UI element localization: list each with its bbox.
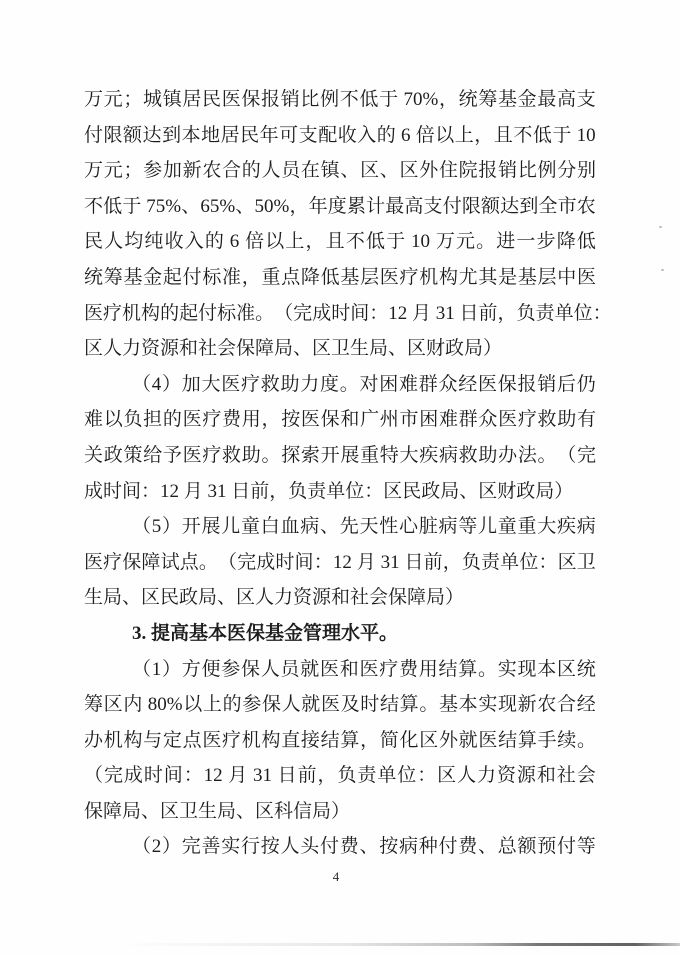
scan-speck (659, 226, 662, 228)
document-line: 关 政 策 给 予 医 疗 救 助 。 探 索 开 展 重 特 大 疾 病 救 助 办 法 。 （ 完 (84, 444, 596, 466)
scan-speck (661, 269, 664, 271)
document-line: （ 5 ） 开 展 儿 童 白 血 病 、 先 天 性 心 脏 病 等 儿 童 重 大 疾 病 (132, 516, 596, 538)
document-line: 统 筹 基 金 起 付 标 准 ， 重 点 降 低 基 层 医 疗 机 构 尤 其 是 基 层 中 医 (84, 266, 596, 288)
document-line: 保障局、区卫生局、区科信局） (84, 800, 351, 822)
page-number: 4 (332, 869, 340, 884)
document-line: 筹 区 内 80% 以 上 的 参 保 人 就 医 及 时 结 算 。 基 本 实 现 新 农 合 经 (84, 694, 596, 716)
document-line: 万 元 ； 参 加 新 农 合 的 人 员 在 镇 、 区 、 区 外 住 院 报 销 比 例 分 别 (84, 160, 596, 182)
document-line: 万 元 ； 城 镇 居 民 医 保 报 销 比 例 不 低 于 70% ， 统 筹 基 金 最 高 支 (84, 89, 596, 110)
document-line: 区人力资源和社会保障局、区卫生局、区财政局） (84, 338, 503, 360)
document-line: 成时间：12 月 31 日前，负责单位：区民政局、区财政局） (84, 480, 574, 502)
section-heading: 3. 提高基本医保基金管理水平。 (132, 622, 399, 644)
document-text (84, 82, 612, 865)
document-line: 医 疗 机 构 的 起 付 标 准 。 （ 完 成 时 间 ： 12 月 31 日 前 ， 负 责 单 位 ： (84, 302, 612, 324)
document-line: 不 低 于 75% 、 65% 、 50% ， 年 度 累 计 最 高 支 付 限 额 达 到 全 市 农 (84, 195, 596, 217)
document-line: （ 4 ） 加 大 医 疗 救 助 力 度 。 对 困 难 群 众 经 医 保 报 销 后 仍 (132, 373, 596, 395)
document-line: 难 以 负 担 的 医 疗 费 用 ， 按 医 保 和 广 州 市 困 难 群 众 医 疗 救 助 有 (84, 409, 596, 431)
document-line: （ 2 ） 完 善 实 行 按 人 头 付 费 、 按 病 种 付 费 、 总 额 预 付 等 (132, 836, 596, 858)
document-line: （ 完 成 时 间 ： 12 月 31 日 前 ， 负 责 单 位 ： 区 人 力 资 源 和 社 会 (84, 765, 596, 787)
document-line: 生局、区民政局、区人力资源和社会保障局） (84, 587, 465, 609)
document-line: 办 机 构 与 定 点 医 疗 机 构 直 接 结 算 ， 简 化 区 外 就 医 结 算 手 续 。 (84, 729, 596, 751)
document-line: 付 限 额 达 到 本 地 居 民 年 可 支 配 收 入 的 6 倍 以 上 ， 且 不 低 于 10 (84, 124, 596, 146)
document-line: 民 人 均 纯 收 入 的 6 倍 以 上 ， 且 不 低 于 10 万 元 。 进 一 步 降 低 (84, 231, 596, 253)
document-line: 医 疗 保 障 试 点 。 （ 完 成 时 间 ： 12 月 31 日 前 ， 负 责 单 位 ： 区 卫 (84, 551, 596, 573)
scan-artifact-line (118, 943, 680, 946)
document-line: （ 1 ） 方 便 参 保 人 员 就 医 和 医 疗 费 用 结 算 。 实 现 本 区 统 (132, 658, 596, 680)
